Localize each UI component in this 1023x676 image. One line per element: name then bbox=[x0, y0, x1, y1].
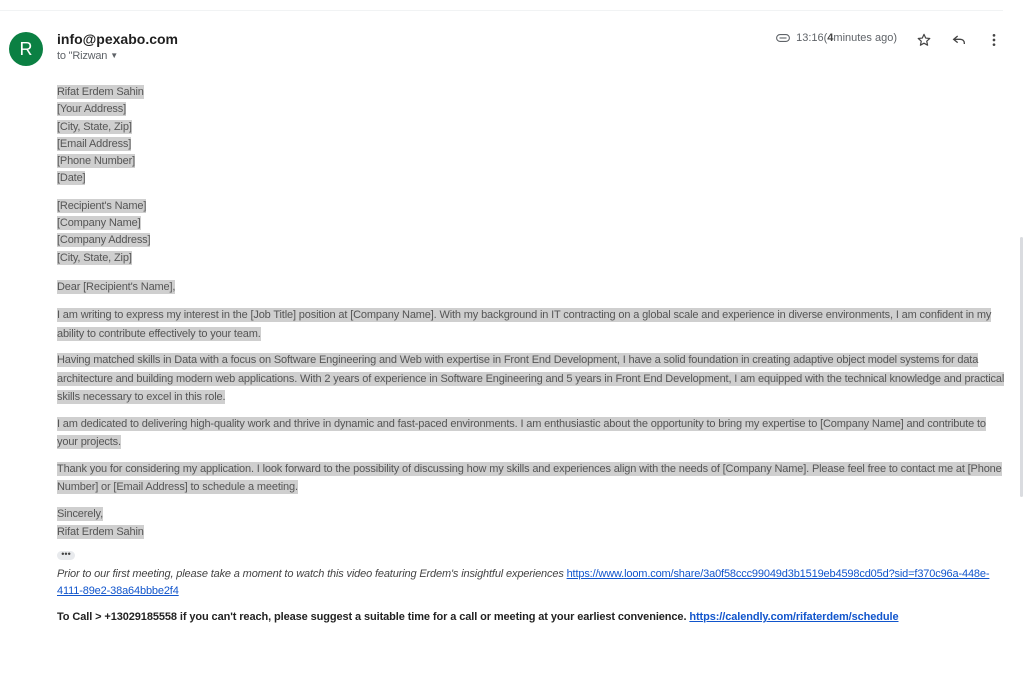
sender-address-block: Rifat Erdem Sahin [Your Address] [City, State, Zip] [Email Address] [Phone Number] [Date] bbox=[57, 86, 144, 185]
message-body bbox=[57, 84, 1007, 623]
header-divider bbox=[0, 10, 1003, 11]
message-time: 13:16 bbox=[796, 32, 824, 44]
show-trimmed-content-button[interactable]: ••• bbox=[57, 548, 1007, 560]
recipient-address-block: [Recipient's Name] [Company Name] [Company Address] [City, State, Zip] bbox=[57, 199, 151, 264]
attachment-icon bbox=[776, 33, 790, 43]
closing-block: Sincerely, Rifat Erdem Sahin bbox=[57, 507, 144, 539]
recipient-line[interactable] bbox=[57, 50, 118, 62]
salutation: Dear [Recipient's Name], bbox=[57, 280, 176, 293]
call-note: To Call > +13029185558 if you can't reach, please suggest a suitable time for a call or meeting at your earliest convenience. https://calendly.com/rifaterdem/schedule bbox=[57, 610, 899, 623]
chevron-down-icon[interactable]: ▼ bbox=[110, 51, 118, 60]
loom-video-link[interactable]: https://www.loom.com/share/3a0f58ccc99049d3b1519eb4598cd05d?sid=f370c96a-448e-4111-89e2-38a64bbbe2f4 bbox=[57, 567, 990, 597]
sender-avatar[interactable]: R bbox=[9, 32, 43, 66]
letter-paragraph: I am writing to express my interest in the [Job Title] position at [Company Name]. With my background in IT contracting on a global scale and experience in diverse environments, I am confident in my ability to contribute effectively to your team. bbox=[57, 309, 992, 340]
letter-paragraph: Having matched skills in Data with a focus on Software Engineering and Web with expertise in Front End Development, I have a solid foundation in creating adaptive object model systems for data architecture and building modern web applications. With 2 years of experience in Software Engineering and 5 years in Front End Development, I am equipped with the technical knowledge and practical skills necessary to excel in this role. bbox=[57, 354, 1005, 404]
sender-email[interactable]: info@pexabo.com bbox=[57, 31, 178, 47]
more-vert-icon[interactable] bbox=[982, 28, 1006, 52]
recipient-label: to "Rizwan bbox=[57, 50, 108, 62]
star-icon[interactable] bbox=[912, 28, 936, 52]
letter-paragraph: Thank you for considering my application. I look forward to the possibility of discussing how my skills and experiences align with the needs of [Company Name]. Please feel free to contact me at [Phone Number] or [Email Address] to schedule a meeting. bbox=[57, 462, 1002, 494]
minutes-count: 4 bbox=[827, 32, 834, 44]
letter-paragraph: I am dedicated to delivering high-quality work and thrive in dynamic and fast-paced environments. I am enthusiastic about the opportunity to bring my expertise to [Company Name] and contribute to your projects. bbox=[57, 417, 986, 449]
message-meta: 13:16 ( 4 minutes ago) bbox=[776, 32, 897, 44]
video-note: Prior to our first meeting, please take a moment to watch this video featuring Erdem's insightful experiences https://www.loom.com/share/3a0f58ccc99049d3b1519eb4598cd05d?sid=f370c96a-448e-4111-89e2-38a64bbbe2f4 bbox=[57, 567, 990, 597]
calendly-link[interactable]: https://calendly.com/rifaterdem/schedule bbox=[689, 610, 899, 623]
reply-icon[interactable] bbox=[947, 28, 971, 52]
